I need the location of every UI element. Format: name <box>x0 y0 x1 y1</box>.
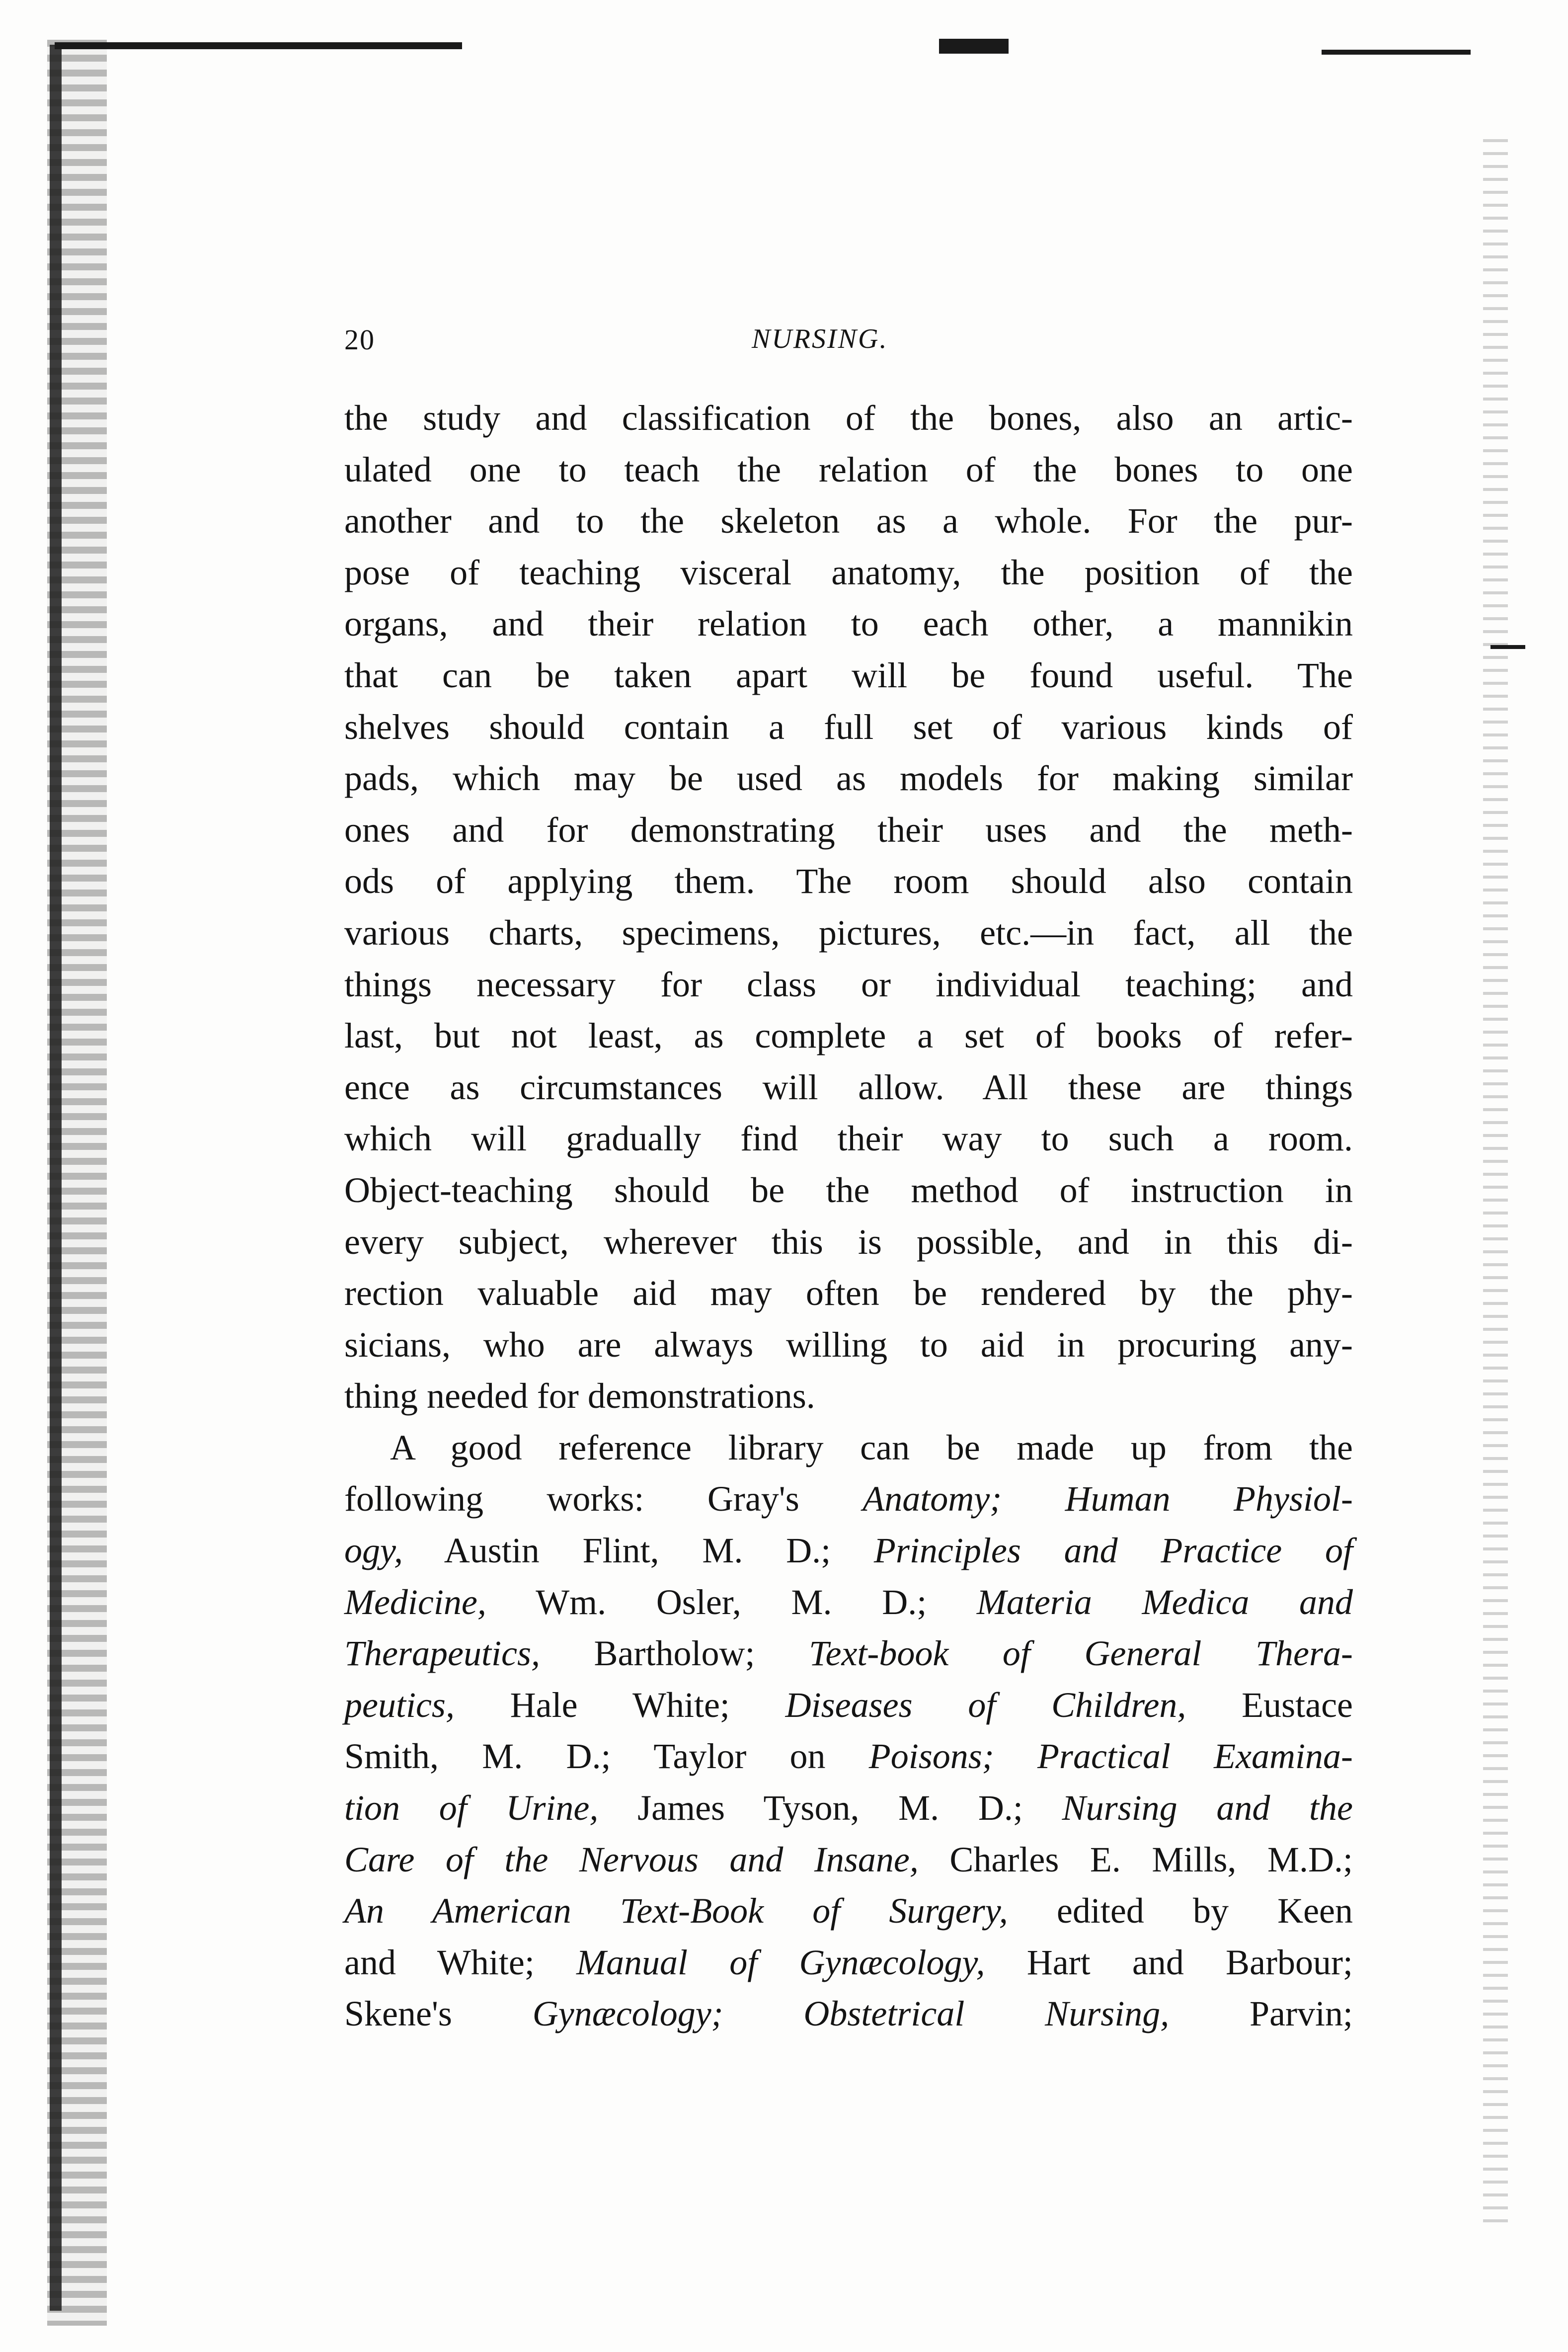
italic-title-text: peutics, <box>344 1685 455 1725</box>
scan-top-rule <box>55 42 462 49</box>
text-run: last, but not least, as complete a set of books of refer- <box>344 1016 1353 1056</box>
text-line <box>344 1628 1353 1680</box>
page-header <box>344 323 1353 368</box>
text-run: Wm. Osler, M. D.; <box>486 1582 977 1622</box>
text-run: Skene's <box>344 1994 533 2034</box>
text-run: ulated one to teach the relation of the bones to one <box>344 449 1353 489</box>
text-run: that can be taken apart will be found useful. The <box>344 655 1353 695</box>
text-run: ods of applying them. The room should also contain <box>344 861 1353 901</box>
text-line <box>344 444 1353 496</box>
text-line <box>344 1731 1353 1783</box>
text-line <box>344 1525 1353 1577</box>
text-line <box>344 1422 1353 1474</box>
italic-title-text: Nursing and the <box>1062 1788 1353 1828</box>
text-run: ones and for demonstrating their uses and the meth- <box>344 810 1353 850</box>
text-run: various charts, specimens, pictures, etc.—in fact, all the <box>344 912 1353 953</box>
text-line <box>344 1268 1353 1319</box>
text-run: rection valuable aid may often be rendered by the phy- <box>344 1273 1353 1313</box>
body-text <box>344 393 1353 2040</box>
right-page-edge <box>1483 139 1508 2226</box>
text-run: Parvin; <box>1169 1994 1353 2034</box>
text-line <box>344 856 1353 907</box>
text-run: pose of teaching visceral anatomy, the position of the <box>344 552 1353 592</box>
text-run: the study and classification of the bones, also an artic- <box>344 398 1353 438</box>
text-line <box>344 753 1353 805</box>
italic-title-text: Anatomy; Human Physiol- <box>862 1479 1353 1519</box>
scan-top-rule-right <box>1322 50 1471 55</box>
italic-title-text: Gynæcology; Obstetrical Nursing, <box>532 1994 1170 2034</box>
italic-title-text: Principles and Practice of <box>873 1531 1353 1571</box>
italic-title-text: Care of the Nervous and Insane, <box>344 1839 919 1879</box>
text-line <box>344 1113 1353 1165</box>
text-line <box>344 1217 1353 1268</box>
italic-title-text: Materia Medica and <box>976 1582 1353 1622</box>
text-line <box>344 1165 1353 1217</box>
italic-title-text: tion of Urine, <box>344 1788 599 1828</box>
text-line <box>344 393 1353 444</box>
right-edge-tick <box>1490 645 1525 649</box>
text-run: edited by Keen <box>1008 1891 1353 1931</box>
text-run: thing needed for demonstrations. <box>344 1376 815 1416</box>
text-line <box>344 1010 1353 1062</box>
italic-title-text: ogy, <box>344 1531 403 1571</box>
text-run: Charles E. Mills, M.D.; <box>918 1839 1353 1879</box>
text-run: Smith, M. D.; Taylor on <box>344 1736 869 1777</box>
text-run: another and to the skeleton as a whole. For the pur- <box>344 501 1353 541</box>
text-line <box>344 805 1353 856</box>
text-line <box>344 1473 1353 1525</box>
text-run: Bartholow; <box>540 1633 809 1674</box>
text-line <box>344 598 1353 650</box>
text-line <box>344 650 1353 702</box>
text-line <box>344 702 1353 753</box>
text-run: and White; <box>344 1942 577 1982</box>
text-line <box>344 1062 1353 1114</box>
text-run: things necessary for class or individual teaching; and <box>344 964 1353 1004</box>
scan-top-mark <box>939 39 1009 54</box>
text-run: Hale White; <box>454 1685 785 1725</box>
text-run: ence as circumstances will allow. All these are things <box>344 1067 1353 1107</box>
text-run: shelves should contain a full set of various kinds of <box>344 707 1353 747</box>
text-line <box>344 959 1353 1011</box>
text-line <box>344 1680 1353 1731</box>
text-line <box>344 1371 1353 1422</box>
running-head: NURSING. <box>752 324 888 354</box>
text-line <box>344 1834 1353 1886</box>
text-line <box>344 1937 1353 1989</box>
italic-title-text: Manual of Gynæcology, <box>576 1942 985 1982</box>
text-line <box>344 1577 1353 1628</box>
text-line <box>344 495 1353 547</box>
text-run: Object-teaching should be the method of instruction in <box>344 1170 1353 1210</box>
text-run: Hart and Barbour; <box>985 1942 1353 1982</box>
italic-title-text: An American Text-Book of Surgery, <box>344 1891 1008 1931</box>
text-line <box>344 1783 1353 1834</box>
text-line <box>344 1885 1353 1937</box>
page-number: 20 <box>344 324 375 356</box>
italic-title-text: Therapeutics, <box>344 1633 540 1674</box>
text-run: sicians, who are always willing to aid in procuring any- <box>344 1324 1353 1365</box>
text-run: every subject, wherever this is possible, and in this di- <box>344 1221 1353 1262</box>
text-run: James Tyson, M. D.; <box>598 1788 1062 1828</box>
text-line <box>344 907 1353 959</box>
italic-title-text: Medicine, <box>344 1582 486 1622</box>
text-line <box>344 1988 1353 2040</box>
text-run: organs, and their relation to each other, a mannikin <box>344 604 1353 644</box>
text-run: following works: Gray's <box>344 1479 863 1519</box>
text-line <box>344 547 1353 599</box>
text-run: pads, which may be used as models for making similar <box>344 758 1353 799</box>
italic-title-text: Diseases of Children, <box>785 1685 1186 1725</box>
italic-title-text: Text-book of General Thera- <box>809 1633 1353 1674</box>
text-run: Eustace <box>1186 1685 1353 1725</box>
text-run: Austin Flint, M. D.; <box>402 1531 874 1571</box>
text-run: which will gradually find their way to such a room. <box>344 1119 1353 1159</box>
text-run: A good reference library can be made up from the <box>390 1427 1353 1467</box>
italic-title-text: Poisons; Practical Examina- <box>868 1736 1353 1777</box>
binding-edge <box>50 45 62 2311</box>
text-line <box>344 1319 1353 1371</box>
